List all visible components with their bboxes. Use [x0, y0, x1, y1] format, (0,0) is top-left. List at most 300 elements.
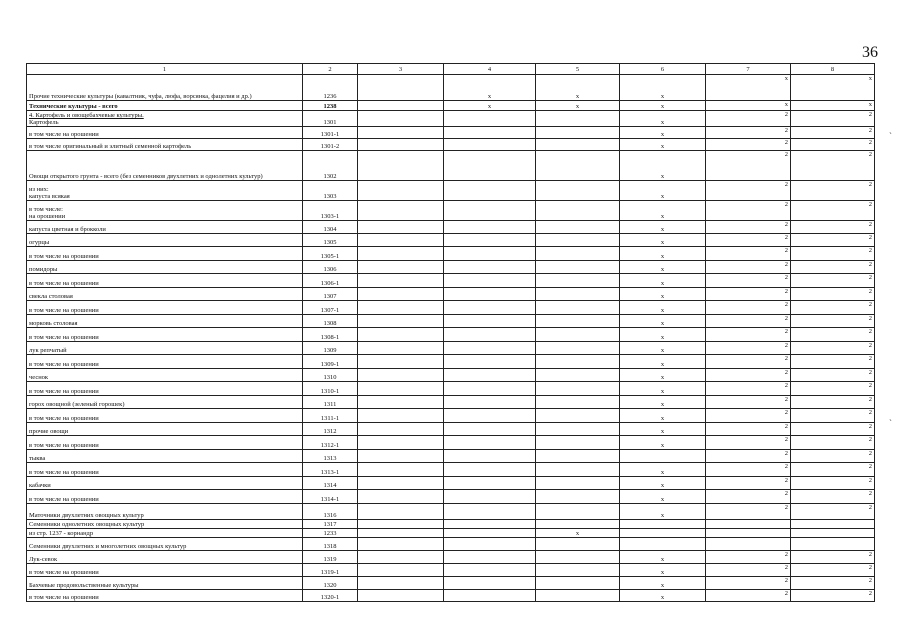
row-name-cell: [27, 328, 303, 342]
row-name-cell: [27, 477, 303, 490]
row-name-cell: [27, 111, 303, 127]
cell-col-8: 2: [791, 181, 875, 201]
cell-col-3: [358, 101, 444, 111]
row-code: 1314: [303, 477, 358, 490]
cell-col-8: [791, 520, 875, 529]
row-code: 1311-1: [303, 409, 358, 423]
row-name: в том числе на орошении: [29, 307, 99, 314]
cell-col-4: [444, 382, 536, 396]
row-code: 1311: [303, 396, 358, 409]
cell-col-5: x: [536, 529, 620, 538]
cell-col-8: 2: [791, 564, 875, 577]
cell-col-8: 2: [791, 288, 875, 301]
row-name-cell: [27, 101, 303, 111]
cell-col-8: 2: [791, 234, 875, 247]
cell-col-4: [444, 315, 536, 328]
cell-col-7: [706, 529, 791, 538]
cell-col-6: x: [620, 409, 706, 423]
cell-col-3: [358, 181, 444, 201]
cell-col-6: x: [620, 382, 706, 396]
row-name: в том числе на орошении: [29, 569, 99, 576]
row-name: в том числе оригинальный и элитный семенной картофель: [29, 143, 192, 150]
row-name-cell: [27, 463, 303, 477]
row-name-cell: [27, 355, 303, 369]
row-name: в том числе на орошении: [29, 442, 99, 449]
cell-col-8: 2: [791, 436, 875, 450]
cell-col-6: x: [620, 477, 706, 490]
cell-col-7: 2: [706, 382, 791, 396]
table-row: [27, 328, 875, 342]
cell-col-3: [358, 382, 444, 396]
cell-col-5: [536, 274, 620, 288]
table-row: [27, 151, 875, 181]
cell-col-7: 2: [706, 590, 791, 602]
cell-col-3: [358, 490, 444, 504]
table-row: [27, 538, 875, 551]
cell-col-4: [444, 396, 536, 409]
cell-col-6: x: [620, 423, 706, 436]
table-row: [27, 490, 875, 504]
cell-col-5: [536, 315, 620, 328]
cell-col-7: 2: [706, 111, 791, 127]
column-header: 3: [358, 64, 444, 75]
cell-col-5: [536, 564, 620, 577]
cell-col-4: [444, 181, 536, 201]
row-code: 1310: [303, 369, 358, 382]
row-name: капуста цветная и брокколи: [29, 226, 106, 233]
cell-col-5: x: [536, 101, 620, 111]
cell-col-4: [444, 328, 536, 342]
cell-col-8: 2: [791, 274, 875, 288]
row-code: 1312-1: [303, 436, 358, 450]
cell-col-5: x: [536, 75, 620, 101]
cell-col-6: [620, 529, 706, 538]
row-name-cell: [27, 551, 303, 564]
table-row: [27, 477, 875, 490]
cell-col-5: [536, 328, 620, 342]
cell-col-4: [444, 342, 536, 355]
cell-col-4: [444, 436, 536, 450]
cell-col-5: [536, 551, 620, 564]
cell-col-5: [536, 382, 620, 396]
cell-col-6: x: [620, 463, 706, 477]
cell-col-4: [444, 288, 536, 301]
cell-col-6: [620, 450, 706, 463]
row-name-continuation: капуста всякая: [29, 193, 70, 200]
row-code: 1233: [303, 529, 358, 538]
row-name: в том числе на орошении: [29, 594, 99, 601]
row-name: Технические культуры - всего: [29, 103, 118, 110]
cell-col-8: 2: [791, 477, 875, 490]
cell-col-6: x: [620, 590, 706, 602]
cell-col-5: [536, 369, 620, 382]
cell-col-6: x: [620, 247, 706, 261]
row-name: Маточники двухлетних овощных культур: [29, 512, 144, 519]
table-row: [27, 504, 875, 520]
row-code: 1301: [303, 111, 358, 127]
row-name-cell: [27, 201, 303, 221]
cell-col-6: x: [620, 369, 706, 382]
row-code: 1316: [303, 504, 358, 520]
cell-col-6: x: [620, 201, 706, 221]
cell-col-8: 2: [791, 382, 875, 396]
cell-col-8: 2: [791, 551, 875, 564]
row-name: в том числе на орошении: [29, 253, 99, 260]
cell-col-6: x: [620, 436, 706, 450]
cell-col-3: [358, 504, 444, 520]
row-code: 1304: [303, 221, 358, 234]
cell-col-8: 2: [791, 342, 875, 355]
cell-col-7: [706, 520, 791, 529]
cell-col-3: [358, 127, 444, 139]
cell-col-3: [358, 520, 444, 529]
cell-col-8: 2: [791, 490, 875, 504]
cell-col-5: [536, 538, 620, 551]
cell-col-6: x: [620, 274, 706, 288]
cell-col-3: [358, 274, 444, 288]
cell-col-4: [444, 301, 536, 315]
table-row: [27, 529, 875, 538]
cell-col-6: x: [620, 234, 706, 247]
cell-col-7: 2: [706, 423, 791, 436]
table-row: [27, 274, 875, 288]
cell-col-3: [358, 261, 444, 274]
cell-col-4: [444, 234, 536, 247]
row-name: Овощи открытого грунта - всего (без семенников двухлетних и однолетних культур): [29, 173, 263, 180]
cell-col-5: [536, 490, 620, 504]
cell-col-7: 2: [706, 288, 791, 301]
table-row: [27, 261, 875, 274]
row-name-cell: [27, 315, 303, 328]
table-row: [27, 355, 875, 369]
cell-col-6: x: [620, 342, 706, 355]
table-row: [27, 423, 875, 436]
row-code: 1314-1: [303, 490, 358, 504]
cell-col-6: x: [620, 111, 706, 127]
table-row: [27, 342, 875, 355]
row-name: в том числе на орошении: [29, 361, 99, 368]
cell-col-8: 2: [791, 221, 875, 234]
row-name-cell: [27, 504, 303, 520]
cell-col-5: [536, 577, 620, 590]
cell-col-3: [358, 221, 444, 234]
cell-col-6: x: [620, 396, 706, 409]
row-name-cell: [27, 490, 303, 504]
row-name-cell: [27, 409, 303, 423]
table-row: [27, 551, 875, 564]
cell-col-7: [706, 538, 791, 551]
row-name-cell: [27, 342, 303, 355]
cell-col-4: [444, 450, 536, 463]
cell-col-7: 2: [706, 151, 791, 181]
table-row: [27, 127, 875, 139]
cell-col-4: x: [444, 75, 536, 101]
cell-col-4: [444, 590, 536, 602]
row-name-cell: [27, 221, 303, 234]
cell-col-7: 2: [706, 234, 791, 247]
row-name-cell: [27, 288, 303, 301]
cell-col-7: x: [706, 101, 791, 111]
cell-col-3: [358, 577, 444, 590]
row-name: Прочие технические культуры (кавалтник, чуфа, люфа, ворсянка, фацелия и др.): [29, 93, 252, 100]
row-code: 1320: [303, 577, 358, 590]
cell-col-5: [536, 504, 620, 520]
row-code: 1319: [303, 551, 358, 564]
cell-col-3: [358, 355, 444, 369]
row-code: 1302: [303, 151, 358, 181]
row-name-cell: [27, 234, 303, 247]
cell-col-5: [536, 463, 620, 477]
row-name: из них:: [29, 186, 49, 193]
cell-col-6: x: [620, 301, 706, 315]
cell-col-3: [358, 463, 444, 477]
row-code: 1305: [303, 234, 358, 247]
cell-col-7: 2: [706, 450, 791, 463]
row-name-continuation: на орошении: [29, 213, 66, 220]
table-row: [27, 463, 875, 477]
cell-col-7: x: [706, 75, 791, 101]
row-code: 1319-1: [303, 564, 358, 577]
cell-col-3: [358, 111, 444, 127]
cell-col-3: [358, 409, 444, 423]
cell-col-3: [358, 538, 444, 551]
table-row: [27, 247, 875, 261]
row-code: 1310-1: [303, 382, 358, 396]
row-name-cell: [27, 139, 303, 151]
cell-col-7: 2: [706, 139, 791, 151]
cell-col-5: [536, 221, 620, 234]
table-row: [27, 590, 875, 602]
cell-col-5: [536, 234, 620, 247]
cell-col-5: [536, 477, 620, 490]
row-name: в том числе на орошении: [29, 388, 99, 395]
row-name: морковь столовая: [29, 320, 78, 327]
cell-col-7: 2: [706, 342, 791, 355]
cell-col-8: 2: [791, 315, 875, 328]
cell-col-6: x: [620, 328, 706, 342]
cell-col-8: 2: [791, 355, 875, 369]
row-name: в том числе:: [29, 206, 63, 213]
cell-col-6: [620, 520, 706, 529]
row-name-cell: [27, 369, 303, 382]
row-name-cell: [27, 520, 303, 529]
cell-col-8: 2: [791, 577, 875, 590]
row-name-cell: [27, 577, 303, 590]
table-row: [27, 181, 875, 201]
table-row: [27, 221, 875, 234]
cell-col-4: [444, 261, 536, 274]
cell-col-5: [536, 409, 620, 423]
row-name: горох овощной (зеленый горошек): [29, 401, 125, 408]
cell-col-7: 2: [706, 181, 791, 201]
table-row: [27, 315, 875, 328]
cell-col-4: [444, 477, 536, 490]
cell-col-4: [444, 139, 536, 151]
cell-col-4: [444, 111, 536, 127]
row-name: тыква: [29, 455, 46, 462]
table-row: [27, 111, 875, 127]
row-code: 1317: [303, 520, 358, 529]
cell-col-8: 2: [791, 301, 875, 315]
row-name-cell: [27, 261, 303, 274]
cell-col-7: 2: [706, 201, 791, 221]
row-name: прочие овощи: [29, 428, 69, 435]
cell-col-8: 2: [791, 261, 875, 274]
row-code: 1309-1: [303, 355, 358, 369]
row-code: 1307: [303, 288, 358, 301]
cell-col-7: 2: [706, 301, 791, 315]
table-row: [27, 382, 875, 396]
scan-mark: `: [889, 131, 892, 141]
row-code: 1301-2: [303, 139, 358, 151]
cell-col-5: [536, 590, 620, 602]
cell-col-5: [536, 355, 620, 369]
row-name: Семенники двухлетних и многолетних овощных культур: [29, 543, 187, 550]
row-name: Бахчевые продовольственные культуры: [29, 582, 139, 589]
cell-col-3: [358, 288, 444, 301]
row-code: 1313: [303, 450, 358, 463]
cell-col-5: [536, 139, 620, 151]
cell-col-3: [358, 151, 444, 181]
cell-col-4: [444, 520, 536, 529]
cell-col-3: [358, 139, 444, 151]
cell-col-8: 2: [791, 111, 875, 127]
cell-col-3: [358, 247, 444, 261]
row-name: помидоры: [29, 266, 58, 273]
cell-col-5: [536, 288, 620, 301]
row-name-cell: [27, 396, 303, 409]
row-code: 1309: [303, 342, 358, 355]
cell-col-7: 2: [706, 221, 791, 234]
table-row: [27, 201, 875, 221]
cell-col-4: [444, 463, 536, 477]
cell-col-4: [444, 369, 536, 382]
cell-col-3: [358, 342, 444, 355]
cell-col-6: x: [620, 564, 706, 577]
row-name-continuation: Картофель: [29, 119, 59, 126]
cell-col-4: [444, 221, 536, 234]
cell-col-7: 2: [706, 315, 791, 328]
row-code: 1308: [303, 315, 358, 328]
row-name: в том числе на орошении: [29, 334, 99, 341]
cell-col-4: [444, 551, 536, 564]
data-table: [26, 63, 875, 602]
row-name: чеснок: [29, 374, 49, 381]
row-code: 1320-1: [303, 590, 358, 602]
cell-col-3: [358, 436, 444, 450]
row-name-cell: [27, 75, 303, 101]
table-row: [27, 288, 875, 301]
row-code: 1307-1: [303, 301, 358, 315]
cell-col-4: [444, 355, 536, 369]
table-row: [27, 139, 875, 151]
row-name: в том числе на орошении: [29, 415, 99, 422]
cell-col-7: 2: [706, 369, 791, 382]
table-row: [27, 409, 875, 423]
cell-col-3: [358, 75, 444, 101]
cell-col-5: [536, 127, 620, 139]
row-code: 1312: [303, 423, 358, 436]
table-row: [27, 75, 875, 101]
cell-col-7: 2: [706, 490, 791, 504]
cell-col-4: [444, 409, 536, 423]
row-code: 1313-1: [303, 463, 358, 477]
cell-col-8: 2: [791, 590, 875, 602]
header-row: [27, 64, 875, 75]
cell-col-3: [358, 477, 444, 490]
cell-col-4: [444, 274, 536, 288]
cell-col-5: [536, 436, 620, 450]
column-header: 6: [620, 64, 706, 75]
table-row: [27, 234, 875, 247]
cell-col-4: [444, 504, 536, 520]
cell-col-8: 2: [791, 463, 875, 477]
cell-col-7: 2: [706, 396, 791, 409]
cell-col-6: x: [620, 75, 706, 101]
table-row: [27, 396, 875, 409]
row-name: свекла столовая: [29, 293, 73, 300]
row-name: Семенники однолетних овощных культур: [29, 521, 145, 528]
cell-col-6: x: [620, 139, 706, 151]
cell-col-5: [536, 261, 620, 274]
cell-col-8: 2: [791, 151, 875, 181]
row-name-cell: [27, 274, 303, 288]
cell-col-7: 2: [706, 127, 791, 139]
cell-col-3: [358, 529, 444, 538]
row-name: лук репчатый: [29, 347, 67, 354]
column-header: 2: [303, 64, 358, 75]
cell-col-6: x: [620, 127, 706, 139]
cell-col-3: [358, 369, 444, 382]
cell-col-4: x: [444, 101, 536, 111]
cell-col-7: 2: [706, 247, 791, 261]
cell-col-6: x: [620, 355, 706, 369]
cell-col-6: x: [620, 490, 706, 504]
cell-col-6: x: [620, 101, 706, 111]
column-header: 5: [536, 64, 620, 75]
cell-col-8: 2: [791, 423, 875, 436]
cell-col-4: [444, 538, 536, 551]
cell-col-6: x: [620, 551, 706, 564]
cell-col-3: [358, 590, 444, 602]
cell-col-3: [358, 301, 444, 315]
cell-col-3: [358, 564, 444, 577]
row-code: 1318: [303, 538, 358, 551]
cell-col-7: 2: [706, 409, 791, 423]
cell-col-3: [358, 423, 444, 436]
row-name-cell: [27, 590, 303, 602]
cell-col-8: 2: [791, 127, 875, 139]
page-number: 36: [862, 44, 878, 61]
cell-col-4: [444, 201, 536, 221]
table-row: [27, 101, 875, 111]
row-name: 4. Картофель и овощебахчевые культуры.: [29, 112, 144, 119]
row-code: 1303-1: [303, 201, 358, 221]
cell-col-7: 2: [706, 463, 791, 477]
cell-col-8: 2: [791, 450, 875, 463]
cell-col-7: 2: [706, 577, 791, 590]
cell-col-7: 2: [706, 436, 791, 450]
cell-col-7: 2: [706, 274, 791, 288]
row-name-cell: [27, 450, 303, 463]
row-name-cell: [27, 247, 303, 261]
table-row: [27, 564, 875, 577]
cell-col-3: [358, 551, 444, 564]
row-code: 1306: [303, 261, 358, 274]
cell-col-8: 2: [791, 328, 875, 342]
cell-col-4: [444, 490, 536, 504]
row-name: Лук-севок: [29, 556, 58, 563]
